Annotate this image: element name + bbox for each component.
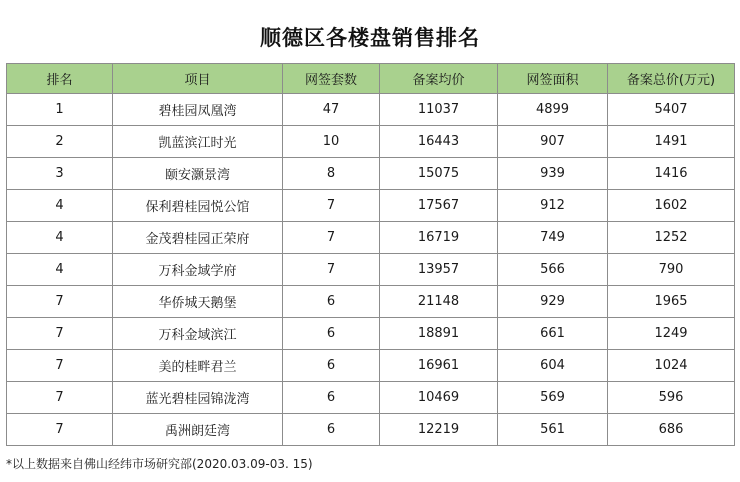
total-price-cell: 5407 (608, 94, 735, 126)
total-price-cell: 596 (608, 382, 735, 414)
total-price-cell: 1602 (608, 190, 735, 222)
table-row (7, 254, 735, 286)
signed-area-cell: 929 (498, 286, 608, 318)
page-title: 顺德区各楼盘销售排名 (260, 26, 480, 50)
column-header-avg-price: 备案均价 (380, 64, 498, 94)
signed-area-cell: 4899 (498, 94, 608, 126)
signed-area-cell: 912 (498, 190, 608, 222)
rank-cell: 3 (7, 158, 113, 190)
rank-cell: 7 (7, 318, 113, 350)
rank-cell: 4 (7, 222, 113, 254)
signed-units-cell: 6 (283, 286, 380, 318)
signed-area-cell: 566 (498, 254, 608, 286)
table-row (7, 382, 735, 414)
column-header-rank: 排名 (7, 64, 113, 94)
avg-price-cell: 11037 (380, 94, 498, 126)
project-cell: 禹洲朗廷湾 (113, 414, 283, 446)
total-price-cell: 1965 (608, 286, 735, 318)
total-price-cell: 1491 (608, 126, 735, 158)
project-cell: 万科金域滨江 (113, 318, 283, 350)
rank-cell: 7 (7, 350, 113, 382)
total-price-cell: 790 (608, 254, 735, 286)
project-cell: 蓝光碧桂园锦泷湾 (113, 382, 283, 414)
project-cell: 华侨城天鹅堡 (113, 286, 283, 318)
signed-units-cell: 7 (283, 222, 380, 254)
project-cell: 保利碧桂园悦公馆 (113, 190, 283, 222)
total-price-cell: 1024 (608, 350, 735, 382)
table-row (7, 222, 735, 254)
signed-area-cell: 661 (498, 318, 608, 350)
table-row (7, 126, 735, 158)
avg-price-cell: 13957 (380, 254, 498, 286)
signed-units-cell: 6 (283, 382, 380, 414)
project-cell: 万科金域学府 (113, 254, 283, 286)
rank-cell: 7 (7, 286, 113, 318)
signed-area-cell: 561 (498, 414, 608, 446)
column-header-total-price: 备案总价(万元) (608, 64, 735, 94)
total-price-cell: 686 (608, 414, 735, 446)
table-row (7, 318, 735, 350)
avg-price-cell: 10469 (380, 382, 498, 414)
column-header-signed-units: 网签套数 (283, 64, 380, 94)
signed-area-cell: 604 (498, 350, 608, 382)
total-price-cell: 1249 (608, 318, 735, 350)
table-row (7, 414, 735, 446)
total-price-cell: 1252 (608, 222, 735, 254)
project-cell: 美的桂畔君兰 (113, 350, 283, 382)
project-cell: 凯蓝滨江时光 (113, 126, 283, 158)
rank-cell: 7 (7, 414, 113, 446)
signed-area-cell: 749 (498, 222, 608, 254)
table-row (7, 286, 735, 318)
table-row (7, 190, 735, 222)
rank-cell: 7 (7, 382, 113, 414)
signed-area-cell: 569 (498, 382, 608, 414)
project-cell: 颐安灏景湾 (113, 158, 283, 190)
column-header-project: 项目 (113, 64, 283, 94)
avg-price-cell: 12219 (380, 414, 498, 446)
avg-price-cell: 16719 (380, 222, 498, 254)
avg-price-cell: 16961 (380, 350, 498, 382)
data-source-footnote: *以上数据来自佛山经纬市场研究部(2020.03.09-03. 15) (6, 457, 313, 471)
table-body (7, 94, 735, 446)
signed-area-cell: 907 (498, 126, 608, 158)
rank-cell: 1 (7, 94, 113, 126)
signed-units-cell: 7 (283, 190, 380, 222)
total-price-cell: 1416 (608, 158, 735, 190)
column-header-signed-area: 网签面积 (498, 64, 608, 94)
avg-price-cell: 15075 (380, 158, 498, 190)
avg-price-cell: 16443 (380, 126, 498, 158)
table-row (7, 94, 735, 126)
table-header-row (7, 64, 735, 94)
rank-cell: 2 (7, 126, 113, 158)
signed-area-cell: 939 (498, 158, 608, 190)
rank-cell: 4 (7, 254, 113, 286)
rank-cell: 4 (7, 190, 113, 222)
project-cell: 金茂碧桂园正荣府 (113, 222, 283, 254)
avg-price-cell: 17567 (380, 190, 498, 222)
signed-units-cell: 47 (283, 94, 380, 126)
signed-units-cell: 10 (283, 126, 380, 158)
project-cell: 碧桂园凤凰湾 (113, 94, 283, 126)
avg-price-cell: 18891 (380, 318, 498, 350)
table-row (7, 158, 735, 190)
avg-price-cell: 21148 (380, 286, 498, 318)
signed-units-cell: 8 (283, 158, 380, 190)
signed-units-cell: 6 (283, 318, 380, 350)
signed-units-cell: 6 (283, 350, 380, 382)
table-row (7, 350, 735, 382)
signed-units-cell: 6 (283, 414, 380, 446)
signed-units-cell: 7 (283, 254, 380, 286)
sales-ranking-table (6, 63, 735, 446)
